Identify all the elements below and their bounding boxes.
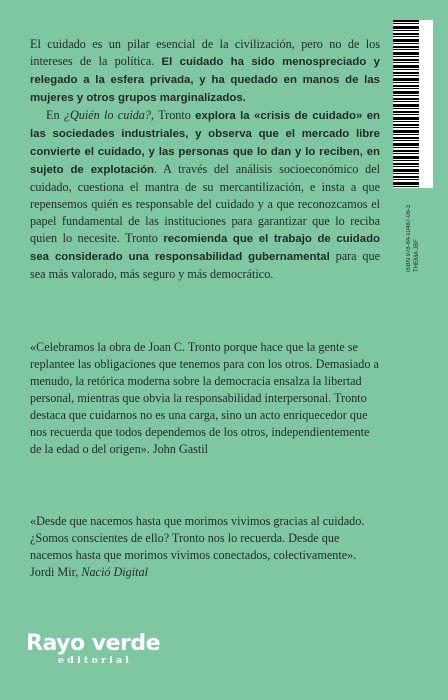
blurb-paragraph-2: [30, 107, 380, 283]
quote-author: Jordi Mir,: [30, 565, 82, 579]
blurb-text: El cuidado es un pilar esencial de la civilización, pero no de los intereses de la política.: [30, 37, 380, 68]
quote-text: «Celebramos la obra de Joan C. Tronto porque hace que la gente se replantee las obligaciones que tenemos para con los otros. Demasiado a menudo, la retórica moderna sobre la democracia ensalza la libertad personal, mientras que obvia la responsabilidad interpersonal. Tronto destaca que cuidarnos no es una carga, sino un acto enriquecedor que nos recuerda que todos dependemos de los otros, independientemente de la edad o del origen». John Gastil: [30, 340, 379, 456]
blurb-paragraph-1: [30, 36, 380, 107]
quote-text: «Desde que nacemos hasta que morimos vivimos gracias al cuidado. ¿Somos conscientes de ello? Tronto nos lo recuerda. Desde que nacemos hasta que morimos vivimos conectados, colectivamente».: [30, 514, 365, 562]
blurb: [30, 36, 380, 283]
barcode: [393, 20, 433, 188]
review-quote-gastil: [30, 339, 380, 458]
blurb-text: . A través del análisis socioeconómico del cuidado, cuestiona el mantra de su mercantilización, e insta a que repensemos quién es responsable del cuidado y a que reconozcamos el papel fundamental de las instituciones para garantizar que lo reciba quien lo necesite. Tronto: [30, 162, 380, 245]
quote-paragraph: [30, 513, 380, 581]
blurb-bold-text: recomienda que el trabajo de cuidado sea considerado una responsabilidad gubernamental: [30, 233, 381, 263]
blurb-text: para que sea más valorado, más seguro y más democrático.: [30, 249, 380, 281]
publisher-name: Rayo verde: [26, 631, 161, 656]
isbn-number: ISBN 978-84-10487-06-3: [406, 205, 412, 273]
book-title: ¿Quién lo cuida?: [63, 108, 151, 122]
blurb-bold-text: explora la «crisis de cuidado» en las sociedades industriales, y observa que el mercado libre convierte el cuidado, y las personas que lo dan y lo reciben, en sujeto de explotación: [30, 110, 380, 176]
blurb-bold-text: El cuidado ha sido menospreciado y relegado a la esfera privada, y ha quedado en manos de las mujeres y otros grupos marginalizados.: [30, 56, 380, 104]
publisher-subtitle: editorial: [58, 655, 133, 666]
thema-code: THEMA JBF: [414, 239, 420, 273]
publisher-logo: [26, 633, 160, 666]
blurb-text: , Tronto: [150, 108, 196, 122]
quote-source: Nació Digital: [81, 565, 149, 579]
blurb-text: En: [46, 108, 64, 122]
barcode-bars: [393, 20, 419, 188]
isbn-label: [405, 205, 421, 272]
review-quote-mir: [30, 513, 380, 581]
